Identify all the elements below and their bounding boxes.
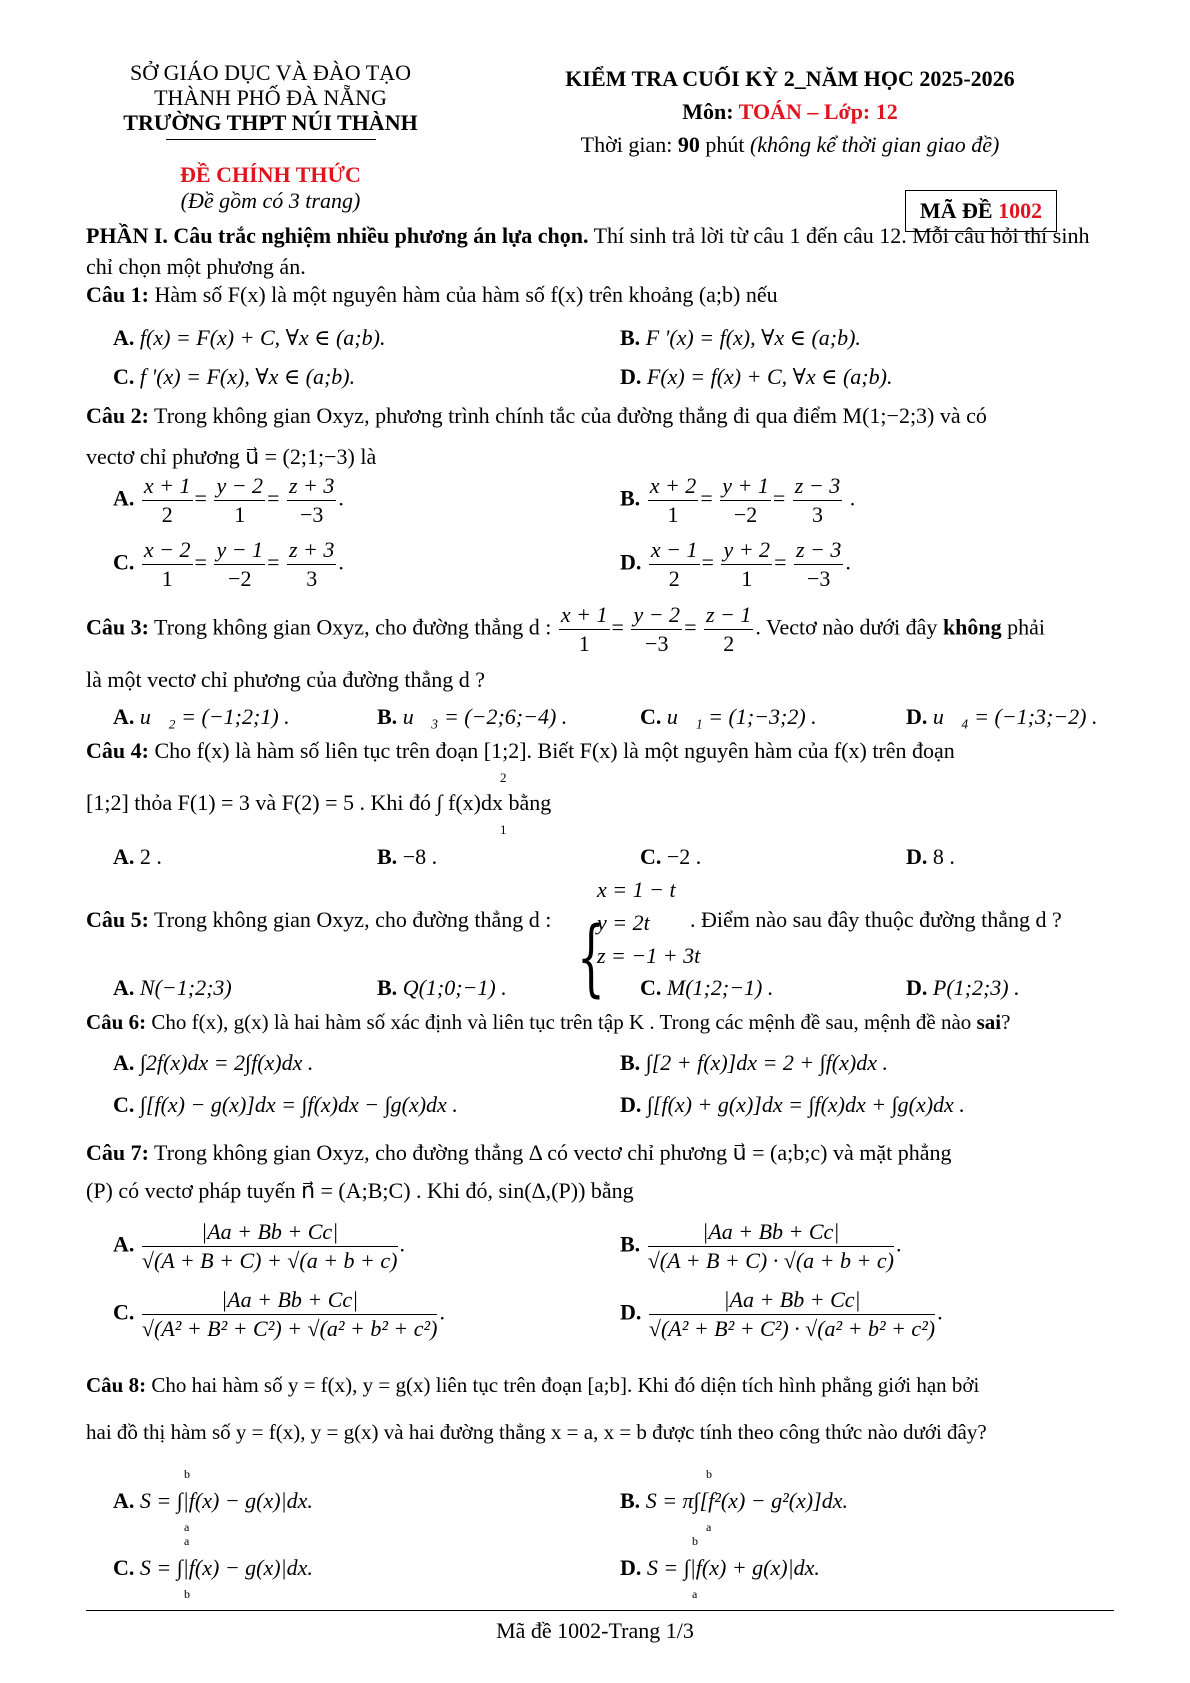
q7-option-d[interactable]: D. $\frac{|Aa + Bb + Cc|}{\text{√(A² + B² + C²) · √(a² + b² + c²)}}$ . [620, 1287, 943, 1341]
footer-rule [86, 1610, 1114, 1611]
q8-c-lower: b [184, 1587, 190, 1601]
q3-option-d[interactable]: D. u⃗₄ = (−1;3;−2) . [906, 704, 1098, 729]
pages-note: (Đề gồm có 3 trang) [180, 188, 361, 213]
q1-option-d[interactable]: D. F(x) = f(x) + C, ∀x ∈ (a;b). [620, 364, 893, 389]
exam-code-box: MÃ ĐỀ 1002 [905, 190, 1057, 232]
q8-b-upper: b [706, 1467, 712, 1481]
school-name: TRƯỜNG THPT NÚI THÀNH [123, 110, 418, 135]
q5-brace: { [577, 910, 605, 1007]
q3-stem-2: là một vectơ chỉ phương của đường thẳng d ? [86, 667, 486, 692]
q8-d-upper: b [692, 1534, 698, 1548]
q1-stem: Câu 1: Hàm số F(x) là một nguyên hàm của hàm số f(x) trên khoảng (a;b) nếu [86, 282, 778, 307]
part1-heading: PHẦN I. Câu trắc nghiệm nhiều phương án lựa chọn. Thí sinh trả lời từ câu 1 đến câu 12. Mỗi câu hỏi thí sinh chỉ chọn một phương án. [86, 223, 1090, 279]
q8-stem: Câu 8: Cho hai hàm số y = f(x), y = g(x) liên tục trên đoạn [a;b]. Khi đó diện tích hình phẳng giới hạn bởi [86, 1373, 980, 1397]
q8-option-a[interactable]: A. S = ∫|f(x) − g(x)|dx. [113, 1488, 313, 1513]
q8-d-lower: a [692, 1587, 698, 1601]
q4-option-a[interactable]: A. 2 . [113, 844, 162, 869]
q4-int-lower: 1 [500, 822, 507, 837]
page-footer: Mã đề 1002-Trang 1/3 [496, 1618, 694, 1643]
q4-stem-2: [1;2] thỏa F(1) = 3 và F(2) = 5 . Khi đó ∫ f(x)dx bằng [86, 790, 552, 815]
q2-option-c[interactable]: C. $\frac{x - 2}{1}$ = $\frac{y - 1}{-2}$ = $\frac{z + 3}{3}$ . [113, 537, 344, 591]
q5-stem: Câu 5: Trong không gian Oxyz, cho đường thẳng d : [86, 907, 552, 932]
q8-a-lower: a [184, 1520, 190, 1534]
exam-title: KIỂM TRA CUỐI KỲ 2_NĂM HỌC 2025-2026 [565, 66, 1015, 91]
q8-option-b[interactable]: B. S = π∫[f²(x) − g²(x)]dx. [620, 1488, 848, 1513]
q3-option-b[interactable]: B. u⃗₃ = (−2;6;−4) . [377, 704, 568, 729]
q3-option-a[interactable]: A. u⃗₂ = (−1;2;1) . [113, 704, 290, 729]
q6-stem: Câu 6: Cho f(x), g(x) là hai hàm số xác định và liên tục trên tập K . Trong các mệnh đề sau, mệnh đề nào sai? [86, 1010, 1011, 1034]
q2-stem-2: vectơ chỉ phương u⃗ = (2;1;−3) là [86, 444, 377, 469]
q5-option-d[interactable]: D. P(1;2;3) . [906, 975, 1020, 1000]
city-name: THÀNH PHỐ ĐÀ NẴNG [154, 85, 387, 110]
dept-name: SỞ GIÁO DỤC VÀ ĐÀO TẠO [130, 60, 411, 85]
q7-stem-2: (P) có vectơ pháp tuyến n⃗ = (A;B;C) . Khi đó, sin(Δ,(P)) bằng [86, 1178, 634, 1203]
q6-option-b[interactable]: B. ∫[2 + f(x)]dx = 2 + ∫f(x)dx . [620, 1050, 888, 1075]
q5-option-a[interactable]: A. N(−1;2;3) [113, 975, 232, 1000]
q4-option-d[interactable]: D. 8 . [906, 844, 955, 869]
header-right [520, 62, 1060, 161]
q2-stem: Câu 2: Trong không gian Oxyz, phương trình chính tắc của đường thẳng đi qua điểm M(1;−2;3) và có [86, 403, 987, 428]
q8-option-d[interactable]: D. S = ∫|f(x) + g(x)|dx. [620, 1555, 820, 1580]
q6-option-a[interactable]: A. ∫2f(x)dx = 2∫f(x)dx . [113, 1050, 314, 1075]
q2-option-b[interactable]: B. $\frac{x + 2}{1}$ = $\frac{y + 1}{-2}$ = $\frac{z - 3}{3}$ . [620, 473, 856, 527]
header-left [98, 60, 443, 140]
q5-option-c[interactable]: C. M(1;2;−1) . [640, 975, 774, 1000]
q5-stem-2: . Điểm nào sau đây thuộc đường thẳng d ? [690, 907, 1062, 932]
q8-option-c[interactable]: C. S = ∫|f(x) − g(x)|dx. [113, 1555, 313, 1580]
exam-code: 1002 [998, 198, 1043, 223]
q7-option-c[interactable]: C. $\frac{|Aa + Bb + Cc|}{\text{√(A² + B² + C²) + √(a² + b² + c²)}}$ . [113, 1287, 445, 1341]
q8-a-upper: b [184, 1467, 190, 1481]
q5-option-b[interactable]: B. Q(1;0;−1) . [377, 975, 507, 1000]
subject-value: TOÁN – Lớp: 12 [738, 99, 898, 124]
q7-option-a[interactable]: A. $\frac{|Aa + Bb + Cc|}{√(A + B + C) + √(a + b + c)}$ . [113, 1219, 405, 1273]
q1-option-c[interactable]: C. f '(x) = F(x), ∀x ∈ (a;b). [113, 364, 356, 389]
q1-option-b[interactable]: B. F '(x) = f(x), ∀x ∈ (a;b). [620, 325, 861, 350]
q7-stem: Câu 7: Trong không gian Oxyz, cho đường thẳng Δ có vectơ chỉ phương u⃗ = (a;b;c) và mặt phẳng [86, 1140, 952, 1165]
q4-stem: Câu 4: Cho f(x) là hàm số liên tục trên đoạn [1;2]. Biết F(x) là một nguyên hàm của f(x) trên đoạn [86, 738, 955, 763]
q2-option-d[interactable]: D. $\frac{x - 1}{2}$ = $\frac{y + 2}{1}$ = $\frac{z - 3}{-3}$ . [620, 537, 851, 591]
q1-option-a[interactable]: A. f(x) = F(x) + C, ∀x ∈ (a;b). [113, 325, 386, 350]
q4-option-c[interactable]: C. −2 . [640, 844, 702, 869]
q2-option-a[interactable]: A. $\frac{x + 1}{2}$ = $\frac{y - 2}{1}$ = $\frac{z + 3}{-3}$ . [113, 473, 344, 527]
q4-option-b[interactable]: B. −8 . [377, 844, 438, 869]
q8-b-lower: a [706, 1520, 712, 1534]
school-underline [166, 139, 376, 140]
q8-c-upper: a [184, 1534, 190, 1548]
q3-option-c[interactable]: C. u⃗₁ = (1;−3;2) . [640, 704, 817, 729]
q6-option-c[interactable]: C. ∫[f(x) − g(x)]dx = ∫f(x)dx − ∫g(x)dx . [113, 1092, 458, 1117]
time-line: Thời gian: 90 phút (không kể thời gian giao đề) [580, 132, 1000, 157]
official-label: ĐỀ CHÍNH THỨC [180, 162, 361, 187]
subject-line: Môn: TOÁN – Lớp: 12 [682, 99, 898, 124]
q7-option-b[interactable]: B. $\frac{|Aa + Bb + Cc|}{√(A + B + C) \cdot √(a + b + c)}$ . [620, 1219, 902, 1273]
q5-system: x = 1 − t y = 2t z = −1 + 3t [597, 877, 701, 968]
q6-option-d[interactable]: D. ∫[f(x) + g(x)]dx = ∫f(x)dx + ∫g(x)dx . [620, 1092, 965, 1117]
q3-stem: Câu 3: Trong không gian Oxyz, cho đường thẳng d : $\frac{x + 1}{1}$ = $\frac{y - 2}{-3}$ = $\frac{z - 1}{2}$ . Vectơ nào dưới đây không phải [86, 602, 1046, 656]
q8-stem-2: hai đồ thị hàm số y = f(x), y = g(x) và hai đường thẳng x = a, x = b được tính theo công thức nào dưới đây? [86, 1420, 987, 1444]
q4-int-upper: 2 [500, 770, 507, 785]
